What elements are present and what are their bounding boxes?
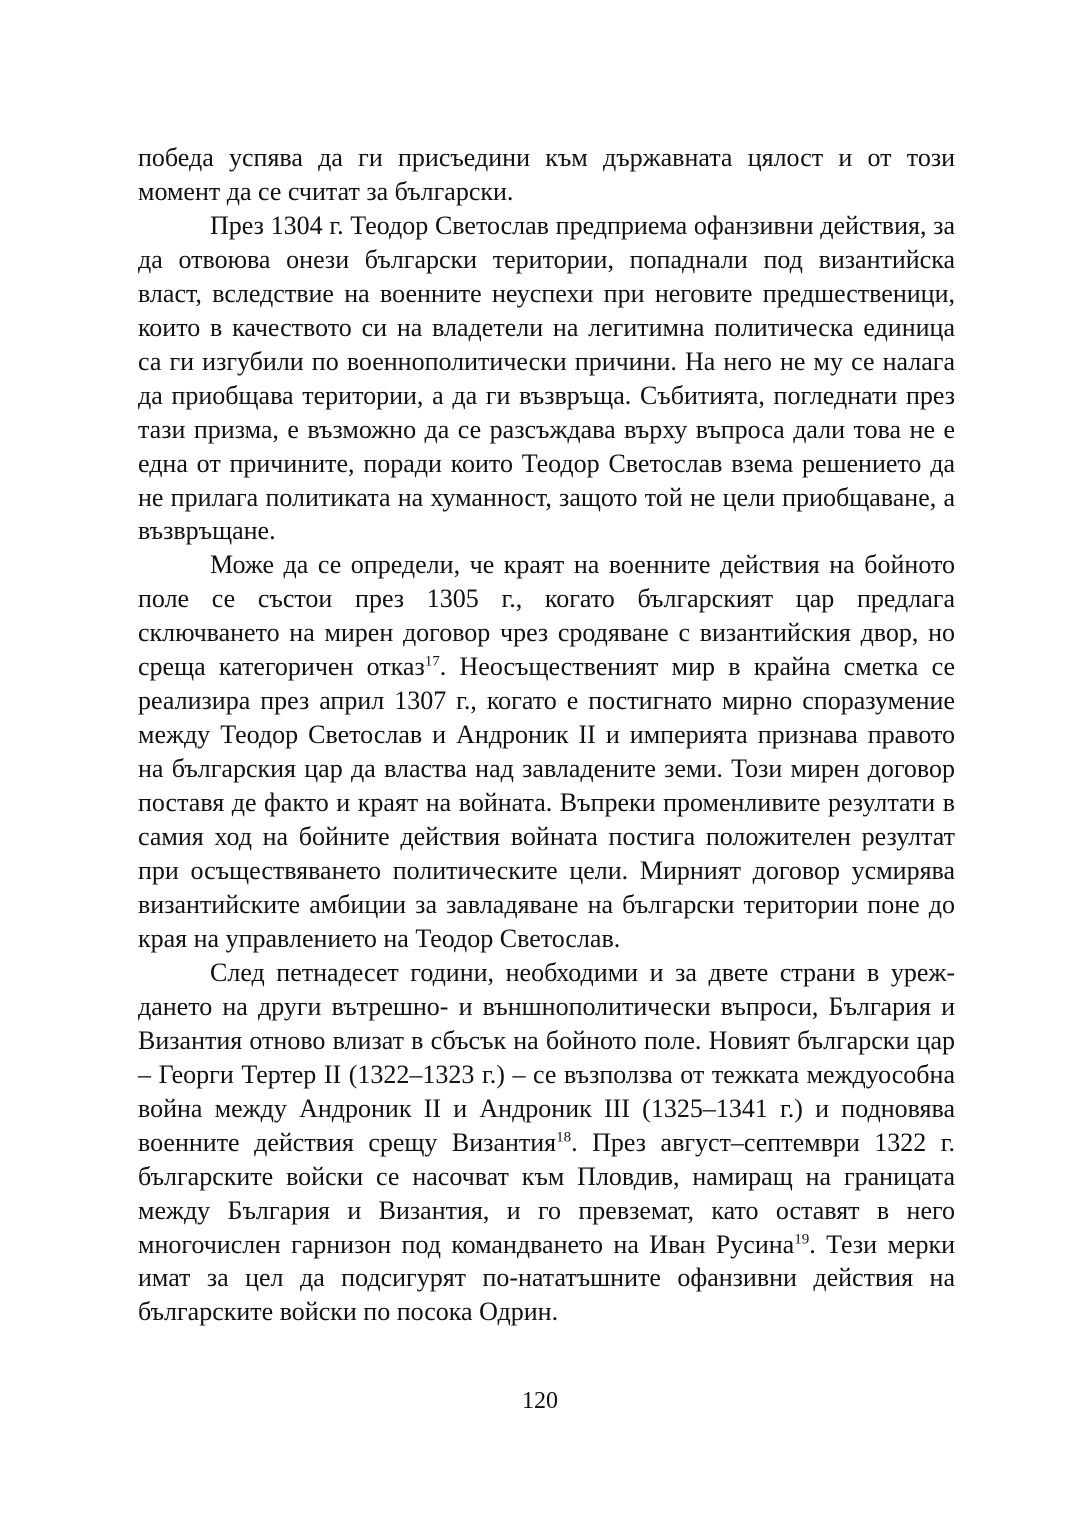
page-number: 120 <box>522 1388 558 1414</box>
footnote-marker-18[interactable]: 18 <box>556 1128 572 1145</box>
paragraph-text: победа успява да ги присъедини към държавната цялост и от този момент да се считат за български. <box>138 143 955 206</box>
paragraph-3 <box>138 548 955 955</box>
paragraph-text: . Тези мерки имат за цел да подсигурят по-нататъшните офанзивни действия на българските войски по посока Одрин. <box>138 1229 955 1327</box>
paragraph-4 <box>138 956 955 1329</box>
body-text <box>138 141 955 1329</box>
paragraph-text: След петнадесет години, необходими и за двете страни в уреждането на други вътрешно- и външнополитически въпроси, България и Византия отново влизат в сбъсък на бойното поле. Новият български цар – Георги Тертер II (1322–1323 г.) – се възползва от тежката междуособна война между Андроник II и Андроник III (1325–1341 г.) и подновява военните действия срещу Византия <box>138 957 955 1157</box>
paragraph-1 <box>138 141 955 209</box>
paragraph-text: Може да се определи, че краят на военните действия на бойното поле се състои през 1305 г., когато българският цар предлага сключването на мирен договор чрез сродяване с византийския двор, но среща категоричен отказ <box>138 550 955 682</box>
footnote-marker-19[interactable]: 19 <box>794 1230 810 1247</box>
paragraph-text: През 1304 г. Теодор Светослав предприема офанзивни действия, за да отвоюва онези български територии, попаднали под византийска власт, вследствие на военните неуспехи при неговите предшественици, които в качеството си на владетели на легитимна политическа единица са ги изгубили по военнополитически причини. На него не му се налага да приобщава територии, а да ги възвръща. Събитията, погледнати през тази призма, е възможно да се разсъждава върху въпроса дали това не е една от причините, поради които Теодор Светослав взема решението да не прилага политиката на хуманност, защото той не цели приобщаване, а възвръщане. <box>138 210 955 546</box>
paragraph-text: . Неосъщественият мир в крайна сметка се реализира през април 1307 г., когато е постигнато мирно споразумение между Теодор Светослав и Андроник II и империята признава правото на българския цар да властва над завладените земи. Този мирен договор поставя де факто и краят на войната. Въпреки променливите резултати в самия ход на бойните действия войната постига положителен резултат при осъществяването политическите цели. Мирният договор усмирява византийските амбиции за завладяване на български територии поне до края на управлението на Теодор Светослав. <box>138 652 955 953</box>
paragraph-2 <box>138 209 955 549</box>
paragraph-text: . През август–септември 1322 г. българските войски се насочват към Пловдив, намиращ на границата между България и Византия, и го превземат, като оставят в него многочислен гарнизон под командването на Иван Русина <box>138 1127 955 1259</box>
footnote-marker-17[interactable]: 17 <box>424 653 440 670</box>
